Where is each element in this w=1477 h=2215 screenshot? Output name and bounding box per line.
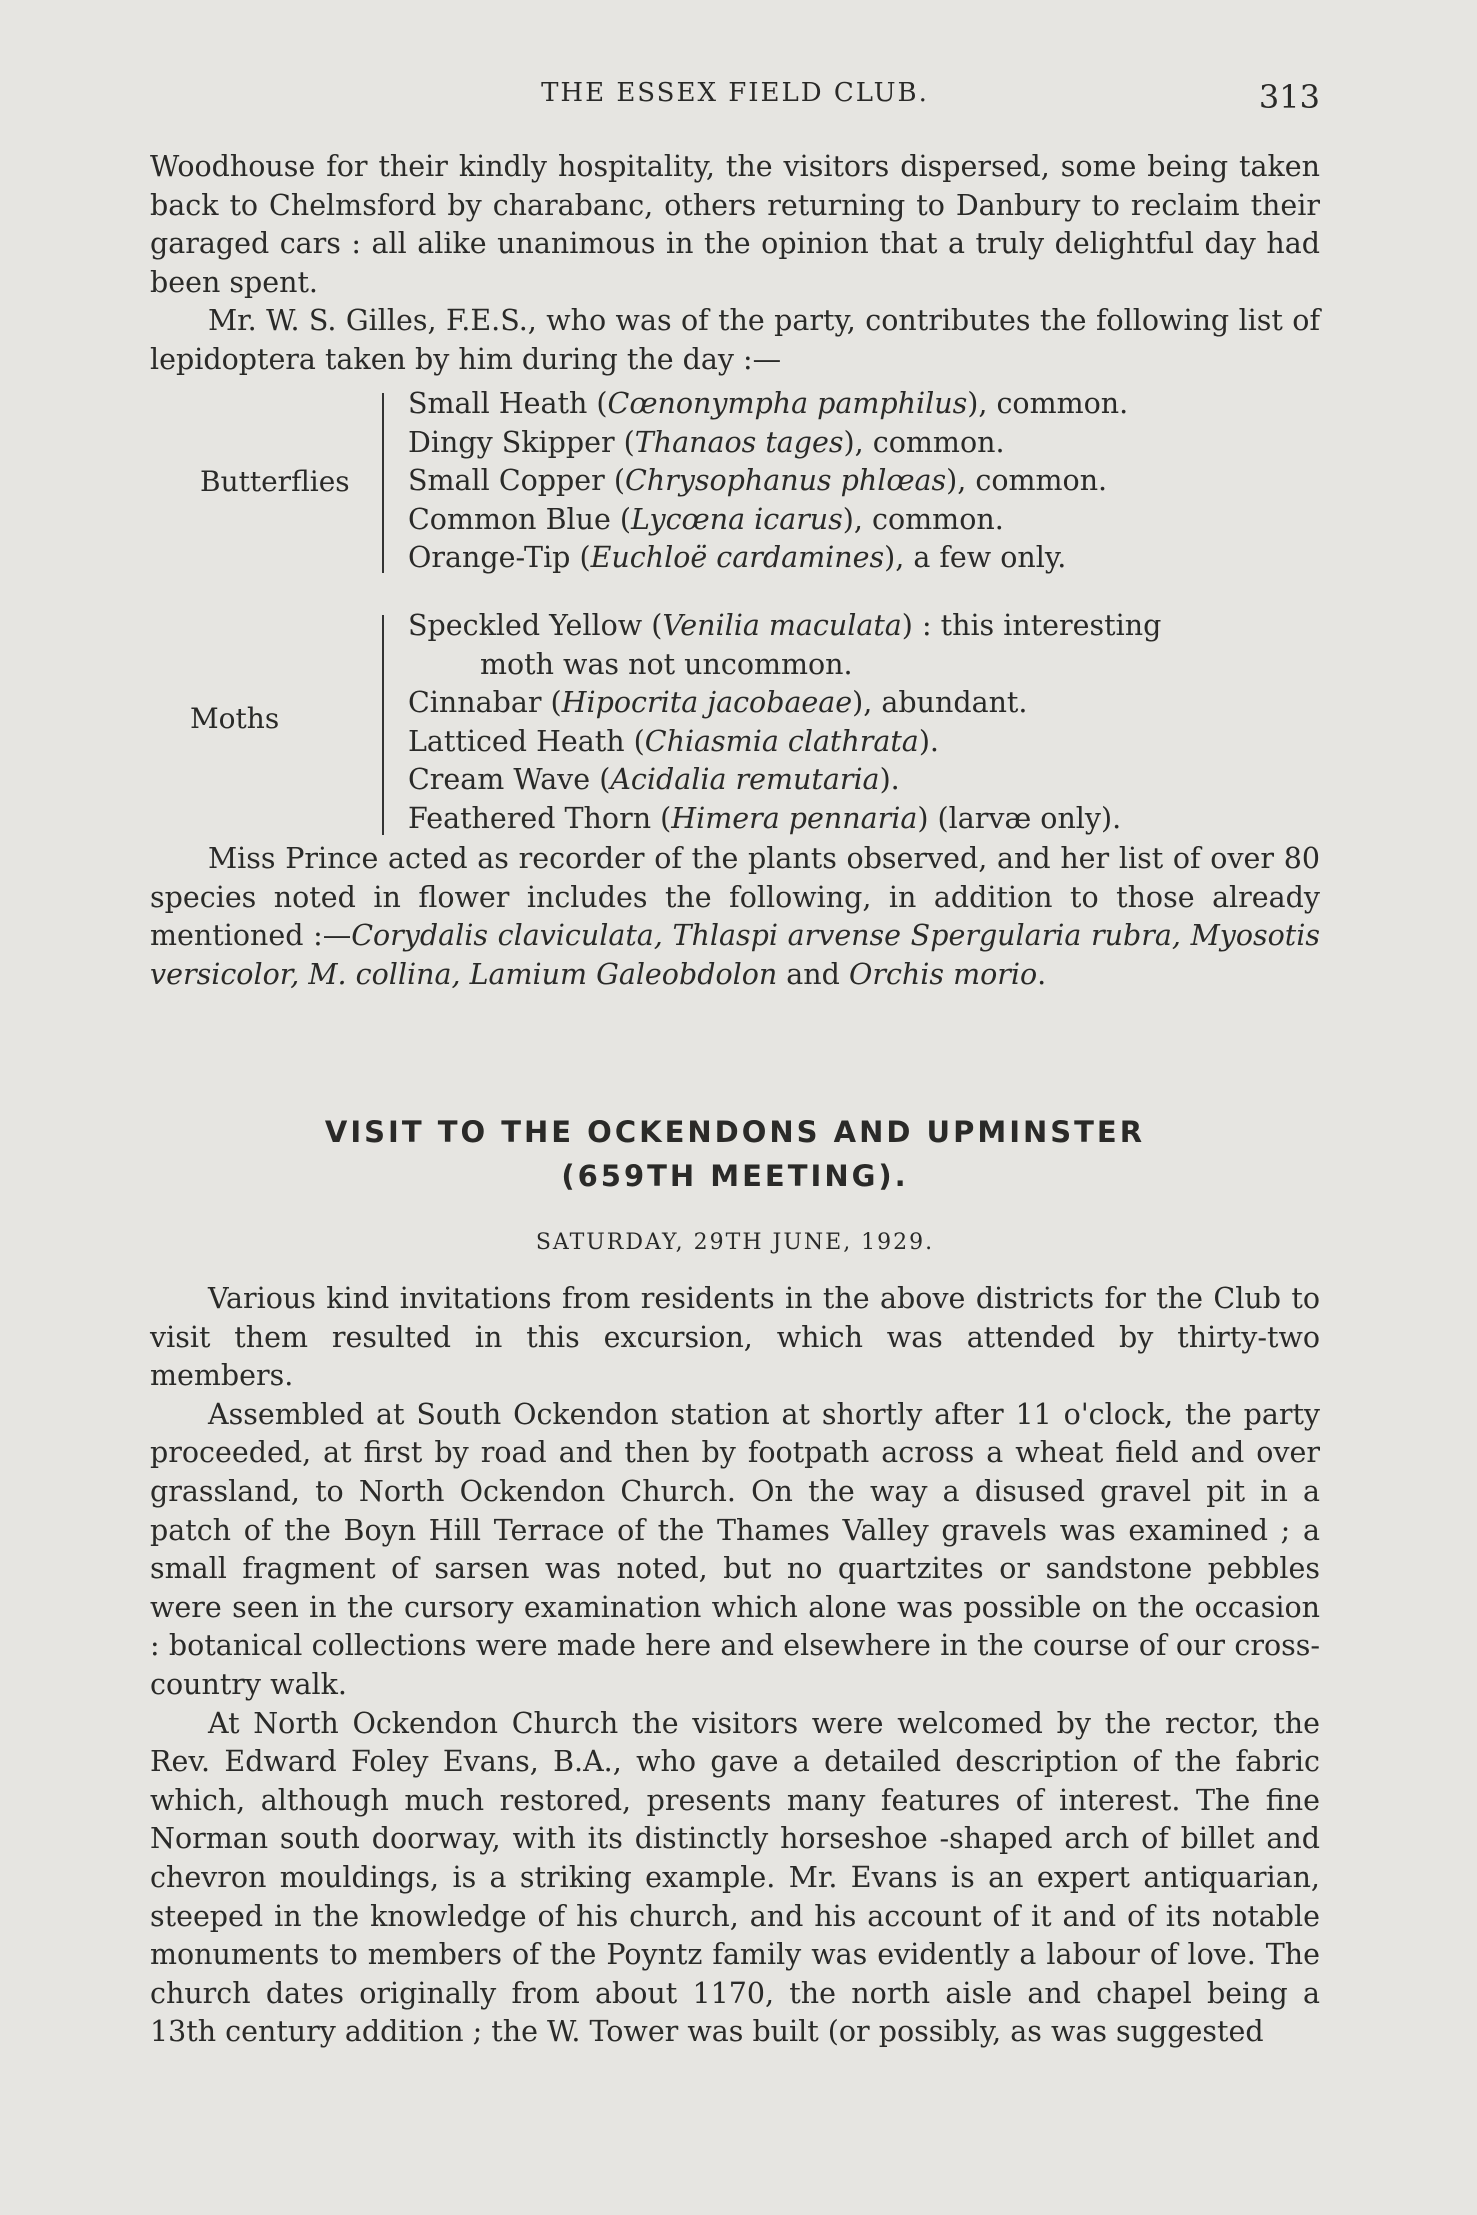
section-heading-line2: (659TH MEETING).: [561, 1159, 909, 1193]
intro-block: [150, 148, 1320, 380]
list-item: Cinnabar (Hipocrita jacobaeae), abundant.: [408, 686, 1028, 720]
list-item: Dingy Skipper (Thanaos tages), common.: [408, 425, 1005, 459]
prince-block: [150, 840, 1320, 994]
moths-brace: [382, 615, 390, 835]
body-paragraph-1: Various kind invitations from residents in the above districts for the Club to visit them resulted in this excursion, which was attended by thirty-two members.: [150, 1282, 1320, 1393]
prince-paragraph: Miss Prince acted as recorder of the plants observed, and her list of over 80 species noted in flower includes the following, in addition to those already mentioned :—Corydalis claviculata, Thlaspi arvense Spergularia rubra, Myosotis versicolor, M. collina, Lamium Galeobdolon and Orchis morio.: [150, 842, 1320, 991]
butterflies-items: [408, 385, 1320, 578]
butterflies-brace: [382, 393, 390, 573]
butterflies-list: [150, 385, 1320, 585]
list-item: Feathered Thorn (Himera pennaria) (larvæ only).: [408, 801, 1122, 835]
list-item: Small Copper (Chrysophanus phlœas), common.: [408, 464, 1108, 498]
moths-label: Moths: [190, 702, 280, 735]
list-item: Cream Wave (Acidalia remutaria).: [408, 763, 900, 797]
list-item: Latticed Heath (Chiasmia clathrata).: [408, 724, 939, 758]
butterflies-label: Butterflies: [200, 465, 350, 498]
list-item: Common Blue (Lycœna icarus), common.: [408, 502, 1004, 536]
page-number: 313: [1258, 78, 1320, 116]
intro-paragraph: Woodhouse for their kindly hospitality, the visitors dispersed, some being taken back to Chelmsford by charabanc, others returning to Danbury to reclaim their garaged cars : all alike unanimous in the opinion that a truly delightful day had been spent.: [150, 150, 1320, 299]
running-head: [150, 78, 1320, 118]
meeting-date: SATURDAY, 29TH JUNE, 1929.: [535, 1230, 935, 1255]
body-block: [150, 1280, 1320, 2052]
body-paragraph-2: Assembled at South Ockendon station at shortly after 11 o'clock, the party proceeded, at first by road and then by footpath across a wheat field and over grassland, to North Ockendon Church. On the way a disused gravel pit in a patch of the Boyn Hill Terrace of the Thames Valley gravels was examined ; a small fragment of sarsen was noted, but no quartzites or sandstone pebbles were seen in the cursory examination which alone was possible on the occasion : botanical collections were made here and elsewhere in the course of our cross-country walk.: [150, 1397, 1320, 1701]
moths-items: [408, 607, 1320, 839]
moths-list: [150, 607, 1320, 842]
section-heading: [150, 1110, 1320, 1198]
body-paragraph-3: At North Ockendon Church the visitors were welcomed by the rector, the Rev. Edward Foley Evans, B.A., who gave a detailed description of the fabric which, although much restored, presents many features of interest. The fine Norman south doorway, with its distinctly horseshoe -shaped arch of billet and chevron mouldings, is a striking example. Mr. Evans is an expert antiquarian, steeped in the knowledge of his church, and his account of it and of its notable monuments to members of the Poyntz family was evidently a labour of love. The church dates originally from about 1170, the north aisle and chapel being a 13th century addition ; the W. Tower was built (or possibly, as was suggested: [150, 1706, 1320, 2049]
list-item: Orange-Tip (Euchloë cardamines), a few only.: [408, 541, 1067, 575]
gilles-paragraph: Mr. W. S. Gilles, F.E.S., who was of the party, contributes the following list of lepidoptera taken by him during the day :—: [150, 304, 1320, 376]
list-item: Small Heath (Cœnonympha pamphilus), common.: [408, 387, 1129, 420]
running-title: THE ESSEX FIELD CLUB.: [541, 78, 929, 108]
section-heading-line1: VISIT TO THE OCKENDONS AND UPMINSTER: [324, 1115, 1146, 1149]
list-item: Speckled Yellow (Venilia maculata) : this interesting moth was not uncommon.: [408, 609, 1162, 681]
